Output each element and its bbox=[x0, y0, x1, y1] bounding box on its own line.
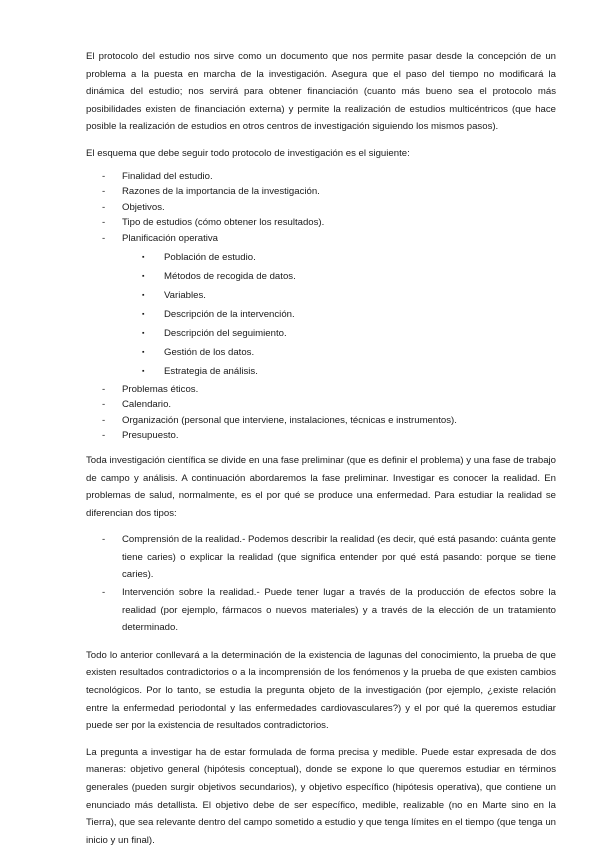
sub-list-item bbox=[122, 248, 556, 267]
dash-marker: - bbox=[102, 186, 106, 198]
list-item-text: Comprensión de la realidad.- Podemos describir la realidad (es decir, qué está pasando: cuánta gente tiene caries) o explicar la realidad (que significa entender por qué está pasando: porque se tiene caries). bbox=[122, 534, 556, 581]
dash-marker: - bbox=[102, 217, 106, 229]
sub-list-item-text: Descripción del seguimiento. bbox=[164, 327, 287, 339]
sub-list-item bbox=[122, 343, 556, 362]
preliminary-phase-paragraph: Toda investigación científica se divide en una fase preliminar (que es definir el problema) y una fase de trabajo de campo y análisis. A continuación abordaremos la fase preliminar. Investigar es conocer la realidad. En problemas de salud, normalmente, es el por qué se produce una enfermedad. Para estudiar la realidad se diferencian dos tipos: bbox=[86, 454, 556, 519]
knowledge-gaps-paragraph: Todo lo anterior conllevará a la determinación de la existencia de lagunas del conocimiento, la prueba de que existen resultados contradictorios o a la incomprensión de los fenómenos y la prueba de que existen cambios tecnológicos. Por lo tanto, se estudia la pregunta objeto de la investigación (por ejemplo, ¿existe relación entre la enfermedad periodontal y las enfermedades cardiovasculares?) y el por qué la queremos estudiar puede ser por la existencia de resultados contradictorios. bbox=[86, 649, 556, 732]
list-item bbox=[86, 231, 556, 381]
list-item bbox=[86, 531, 556, 584]
sub-list-item-text: Variables. bbox=[164, 289, 206, 301]
square-bullet-icon: ▪ bbox=[142, 310, 145, 318]
list-item bbox=[86, 428, 556, 444]
list-item-text: Calendario. bbox=[122, 399, 172, 411]
sub-list-item-text: Métodos de recogida de datos. bbox=[164, 270, 296, 282]
reality-types-list bbox=[86, 531, 556, 637]
dash-marker: - bbox=[102, 414, 106, 426]
dash-marker: - bbox=[102, 587, 106, 599]
list-item-text: Problemas éticos. bbox=[122, 383, 199, 395]
list-item bbox=[86, 584, 556, 637]
list-item bbox=[86, 169, 556, 185]
protocol-scheme-list bbox=[86, 169, 556, 444]
list-item-text: Planificación operativa bbox=[122, 232, 218, 244]
intro-paragraph: El protocolo del estudio nos sirve como un documento que nos permite pasar desde la concepción de un problema a la puesta en marcha de la investigación. Asegura que el paso del tiempo no modificará la dinámica del estudio; nos servirá para obtener financiación (cuanto más bueno sea el protocolo más posibilidades existen de financiación externa) y permite la realización de estudios multicéntricos (que hace posible la realización de estudios en otros centros de investigación siguiendo los mismos pasos). bbox=[86, 51, 556, 133]
sub-list-item-text: Estrategia de análisis. bbox=[164, 365, 258, 377]
list-item-text: Finalidad del estudio. bbox=[122, 170, 213, 182]
sub-list-item bbox=[122, 267, 556, 286]
dash-marker: - bbox=[102, 383, 106, 395]
sub-list-item bbox=[122, 286, 556, 305]
square-bullet-icon: ▪ bbox=[142, 272, 145, 280]
list-item bbox=[86, 397, 556, 413]
dash-marker: - bbox=[102, 201, 106, 213]
list-item-text: Intervención sobre la realidad.- Puede tener lugar a través de la producción de efectos sobre la realidad (por ejemplo, fármacos o nuevos materiales) y a través de la elección de un tratamiento determinado. bbox=[122, 587, 556, 634]
sub-list-item-text: Población de estudio. bbox=[164, 251, 256, 263]
square-bullet-icon: ▪ bbox=[142, 367, 145, 375]
dash-marker: - bbox=[102, 170, 106, 182]
sub-list-item bbox=[122, 362, 556, 381]
list-item bbox=[86, 200, 556, 216]
sub-list-item bbox=[122, 305, 556, 324]
dash-marker: - bbox=[102, 399, 106, 411]
list-item bbox=[86, 413, 556, 429]
scheme-intro-paragraph: El esquema que debe seguir todo protocolo de investigación es el siguiente: bbox=[86, 147, 410, 159]
list-item-text: Tipo de estudios (cómo obtener los resultados). bbox=[122, 217, 325, 229]
square-bullet-icon: ▪ bbox=[142, 348, 145, 356]
list-item-text: Presupuesto. bbox=[122, 430, 179, 442]
sub-list-item-text: Gestión de los datos. bbox=[164, 346, 255, 358]
square-bullet-icon: ▪ bbox=[142, 329, 145, 337]
document-page bbox=[86, 48, 556, 858]
dash-marker: - bbox=[102, 534, 106, 546]
square-bullet-icon: ▪ bbox=[142, 253, 145, 261]
square-bullet-icon: ▪ bbox=[142, 291, 145, 299]
operational-planning-sublist bbox=[122, 248, 556, 381]
research-question-paragraph: La pregunta a investigar ha de estar formulada de forma precisa y medible. Puede estar expresada de dos maneras: objetivo general (hipótesis conceptual), donde se expone lo que queremos estudiar en términos generales (pueden surgir objetivos secundarios), y objetivo específico (hipótesis operativa), que contiene un enunciado más detallista. El objetivo debe de ser específico, medible, realizable (no en Marte sino en la Tierra), que sea relevante dentro del campo sometido a estudio y que tenga límites en el tiempo (que tenga un inicio y un final). bbox=[86, 746, 556, 846]
dash-marker: - bbox=[102, 430, 106, 442]
sub-list-item-text: Descripción de la intervención. bbox=[164, 308, 295, 320]
list-item-text: Organización (personal que interviene, instalaciones, técnicas e instrumentos). bbox=[122, 414, 457, 426]
list-item-text: Razones de la importancia de la investigación. bbox=[122, 186, 320, 198]
list-item bbox=[86, 382, 556, 398]
list-item bbox=[86, 215, 556, 231]
list-item-text: Objetivos. bbox=[122, 201, 165, 213]
dash-marker: - bbox=[102, 232, 106, 244]
list-item bbox=[86, 184, 556, 200]
sub-list-item bbox=[122, 324, 556, 343]
